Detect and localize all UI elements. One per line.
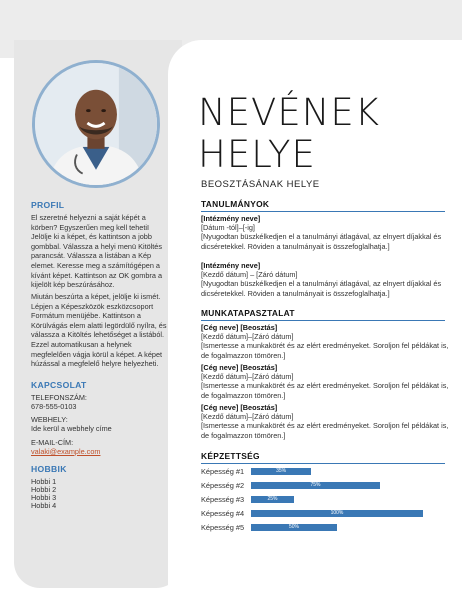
hobby-item: Hobbi 2 (31, 485, 57, 494)
company-position: [Cég neve] [Beosztás] (201, 323, 278, 332)
contact-heading: KAPCSOLAT (31, 380, 87, 390)
education-entry (201, 214, 449, 251)
experience-dates: [Kezdő dátum]–[Záró dátum] (201, 332, 294, 342)
skill-value: 25% (267, 496, 278, 502)
institution-name: [Intézmény neve] (201, 214, 261, 223)
hobby-item: Hobbi 4 (31, 501, 57, 510)
experience-entry (201, 403, 449, 440)
company-position: [Cég neve] [Beosztás] (201, 403, 278, 412)
experience-dates: [Kezdő dátum]–[Záró dátum] (201, 372, 294, 382)
hobbies-heading: HOBBIK (31, 464, 67, 474)
skill-label: Képesség #5 (201, 523, 245, 532)
experience-heading: MUNKATAPASZTALAT (201, 308, 445, 321)
skill-bar (251, 482, 380, 489)
profile-photo-image (35, 63, 157, 185)
skill-track (251, 524, 423, 531)
email-link[interactable]: valaki@example.com (31, 447, 101, 456)
job-title: BEOSZTÁSÁNAK HELYE (201, 179, 320, 190)
skill-track (251, 510, 423, 517)
company-position: [Cég neve] [Beosztás] (201, 363, 278, 372)
skill-label: Képesség #1 (201, 467, 245, 476)
skill-value: 75% (310, 482, 321, 488)
profile-text-1: El szeretné helyezni a saját képét a körben? Egyszerűen meg kell tehetiI Jelölje ki a képet, és kattintson a jobb gombbal. Válassza a helyi menü Kitöltés parancsát. Válassza a listában a Kép elemet. Keresse meg a számítógépen a kívánt képet. Kattintson az OK gombra a kijelölt kép beszúrásához. (31, 213, 163, 290)
skill-label: Képesség #4 (201, 509, 245, 518)
email-label: E-MAIL-CÍM: (31, 438, 74, 447)
experience-dates: [Kezdő dátum]–[Záró dátum] (201, 412, 294, 422)
skill-value: 50% (288, 524, 299, 530)
experience-entry (201, 363, 449, 400)
hobby-item: Hobbi 1 (31, 477, 57, 486)
skill-label: Képesség #3 (201, 495, 245, 504)
education-description: [Nyugodtan büszkélkedjen el a tanulmányi átlagával, az elnyert díjakkal és dicséretekkel. Röviden a tanulmányait is összefoglalhatja.] (201, 279, 442, 298)
education-dates: [Dátum -tól]–[-ig] (201, 223, 255, 233)
skill-label: Képesség #2 (201, 481, 245, 490)
education-dates: [Kezdő dátum] – [Záró dátum] (201, 270, 298, 280)
profile-text-2: Miután beszúrta a képet, jelölje ki ismét. Lépjen a Képeszközök eszközcsoport Formátum menüjébe. Kattintson a Körülvágás elem alatti legördülő nyílra, és válassza a Kitöltés lehetőséget a listából. Ezzel automatikusan a helynek megfelelően vágja körül a képet. A képet húzással a megfelelő helyre helyezheti. (31, 292, 167, 369)
phone-label: TELEFONSZÁM: (31, 393, 87, 402)
experience-description: [Ismertesse a munkakörét és az elért eredményeket. Soroljon fel példákat is, de fogalmazzon tömören.] (201, 341, 449, 360)
education-heading: TANULMÁNYOK (201, 199, 445, 212)
skill-bar (251, 510, 423, 517)
education-description: [Nyugodtan büszkélkedjen el a tanulmányi átlagával, az elnyert díjakkal és dicséretekkel. Röviden a tanulmányait is összefoglalhatja.] (201, 232, 442, 251)
name-line-2: HELYE (198, 133, 316, 176)
skill-value: 100% (330, 510, 344, 516)
phone-value: 678-555-0103 (31, 402, 77, 411)
skill-bar (251, 524, 337, 531)
website-value: Ide kerül a webhely címe (31, 424, 112, 433)
profile-heading: PROFIL (31, 200, 65, 210)
education-entry (201, 261, 449, 298)
profile-photo[interactable] (32, 60, 160, 188)
skill-bar (251, 468, 311, 475)
hobby-item: Hobbi 3 (31, 493, 57, 502)
website-label: WEBHELY: (31, 415, 68, 424)
skill-track (251, 482, 423, 489)
experience-description: [Ismertesse a munkakörét és az elért eredményeket. Soroljon fel példákat is, de fogalmazzon tömören.] (201, 381, 449, 400)
skill-bar (251, 496, 294, 503)
name-line-1: NEVÉNEK (198, 91, 381, 134)
experience-entry (201, 323, 449, 360)
skills-heading: KÉPZETTSÉG (201, 451, 445, 464)
experience-description: [Ismertesse a munkakörét és az elért eredményeket. Soroljon fel példákat is, de fogalmazzon tömören.] (201, 421, 449, 440)
skill-track (251, 496, 423, 503)
institution-name: [Intézmény neve] (201, 261, 261, 270)
skill-track (251, 468, 423, 475)
skill-value: 35% (276, 468, 287, 474)
name-title (198, 92, 380, 176)
